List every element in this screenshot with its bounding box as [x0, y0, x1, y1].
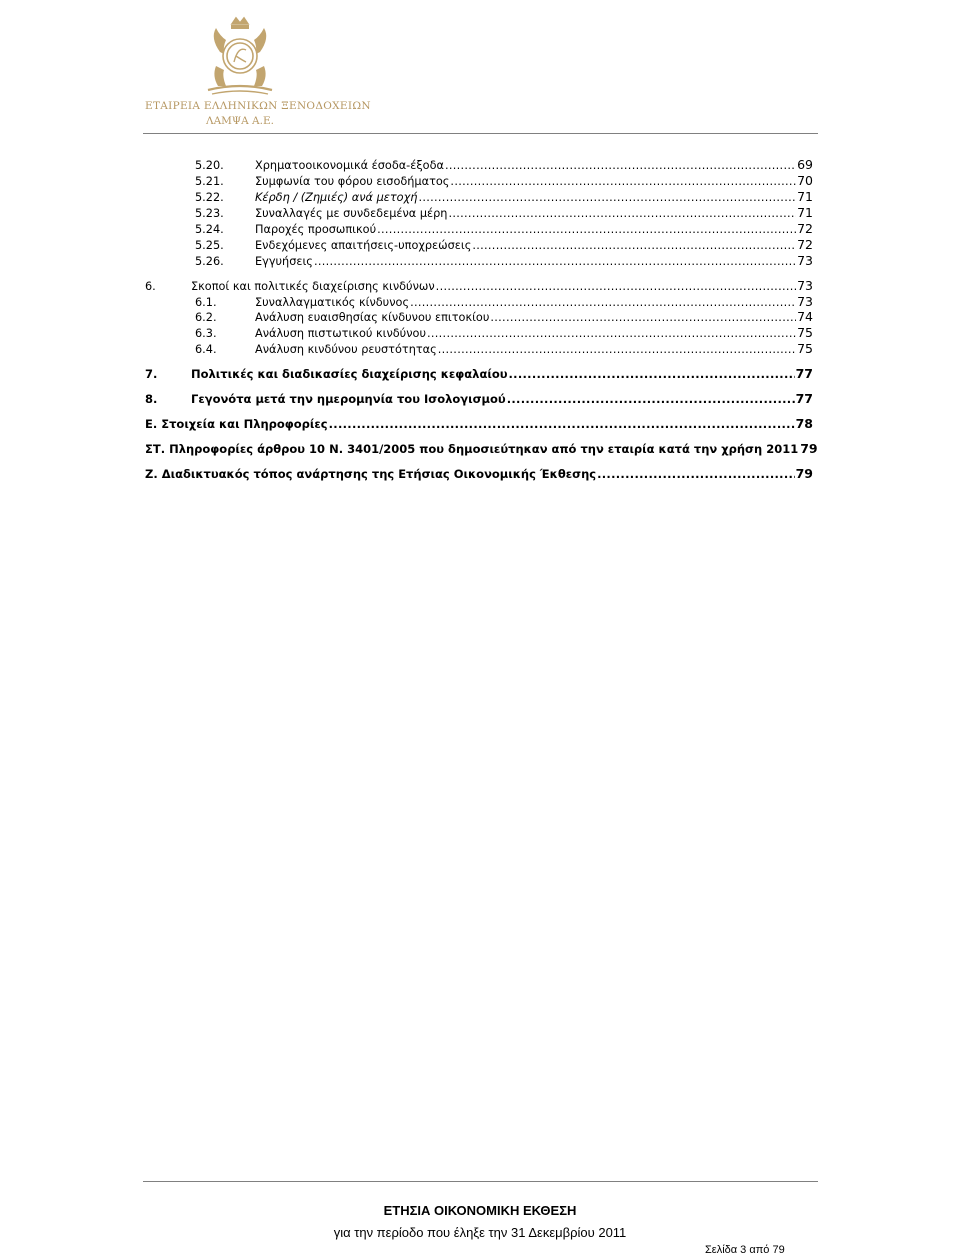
toc-dot-leader: [597, 467, 795, 481]
toc-entry[interactable]: [145, 466, 813, 481]
footer-period: για την περίοδο που έληξε την 31 Δεκεμβρίου 2011: [333, 1225, 627, 1240]
toc-entry-page: 78: [795, 416, 813, 431]
toc-entry[interactable]: [195, 157, 813, 172]
toc-entry[interactable]: [195, 189, 813, 204]
toc-entry[interactable]: [195, 294, 813, 309]
toc-entry[interactable]: [195, 253, 813, 268]
toc-entry-page: 75: [797, 341, 813, 356]
company-subtitle: ΛΑΜΨΑ Α.Ε.: [206, 115, 274, 127]
toc-dot-leader: [448, 207, 796, 220]
toc-entry[interactable]: [195, 221, 813, 236]
toc-dot-leader: [438, 343, 796, 356]
toc-entry-number: 5.21.: [195, 175, 224, 188]
toc-entry[interactable]: [145, 416, 813, 431]
toc-entry-number: 8.: [145, 392, 158, 406]
toc-entry-number: 6.4.: [195, 343, 217, 356]
toc-dot-leader: [490, 311, 796, 324]
toc-entry[interactable]: [195, 173, 813, 188]
toc-entry-title: Ανάλυση πιστωτικού κινδύνου: [255, 327, 426, 340]
toc-dot-leader: [427, 327, 796, 340]
toc-entry-page: 77: [795, 391, 813, 406]
toc-dot-leader: [410, 296, 796, 309]
toc-entry-number: 5.25.: [195, 239, 224, 252]
toc-dot-leader: [377, 223, 796, 236]
toc-entry-page: 71: [797, 205, 813, 220]
toc-dot-leader: [450, 175, 796, 188]
toc-entry-number: 5.22.: [195, 191, 224, 204]
toc-entry-page: 72: [797, 221, 813, 236]
page-number: Σελίδα 3 από 79: [705, 1244, 785, 1256]
toc-entry-page: 73: [797, 253, 813, 268]
toc-entry-title: Ενδεχόμενες απαιτήσεις-υποχρεώσεις: [255, 239, 472, 252]
toc-entry-title: Ανάλυση ευαισθησίας κίνδυνου επιτοκίου: [255, 311, 490, 324]
toc-entry-number: 6.3.: [195, 327, 217, 340]
toc-entry-title: Ανάλυση κινδύνου ρευστότητας: [255, 343, 437, 356]
toc-entry-title: Πολιτικές και διαδικασίες διαχείρισης κεφαλαίου: [191, 367, 508, 381]
toc-entry[interactable]: [195, 205, 813, 220]
toc-dot-leader: [436, 280, 796, 293]
toc-entry-page: 70: [797, 173, 813, 188]
toc-entry[interactable]: [145, 366, 813, 381]
toc-dot-leader: [418, 191, 796, 204]
company-name: ΕΤΑΙΡΕΙΑ ΕΛΛΗΝΙΚΩΝ ΞΕΝΟΔΟΧΕΙΩΝ: [145, 100, 371, 112]
toc-entry-title: Χρηματοοικονομικά έσοδα-έξοδα: [255, 159, 444, 172]
toc-entry-number: 5.20.: [195, 159, 224, 172]
toc-entry-title: Σκοποί και πολιτικές διαχείρισης κινδύνων: [191, 280, 435, 293]
toc-entry[interactable]: [195, 341, 813, 356]
toc-entry-title: Ζ. Διαδικτυακός τόπος ανάρτησης της Ετήσιας Οικονομικής Έκθεσης: [145, 467, 597, 481]
toc-entry-page: 79: [800, 441, 818, 456]
toc-entry-number: 7.: [145, 367, 158, 381]
toc-entry-page: 69: [797, 157, 813, 172]
footer-rule: [143, 1181, 818, 1182]
toc-entry[interactable]: [195, 325, 813, 340]
toc-entry-page: 73: [797, 294, 813, 309]
toc-entry-title: Κέρδη / (Ζημιές) ανά μετοχή: [255, 191, 418, 204]
toc-entry-title: Ε. Στοιχεία και Πληροφορίες: [145, 417, 328, 431]
header-rule: [143, 133, 818, 134]
toc-dot-leader: [329, 417, 795, 431]
toc-entry-page: 75: [797, 325, 813, 340]
toc-entry-number: 6.: [145, 280, 156, 293]
toc-entry[interactable]: [145, 441, 818, 456]
toc-entry-title: Συμφωνία του φόρου εισοδήματος: [255, 175, 450, 188]
toc-entry-page: 74: [797, 309, 813, 324]
toc-dot-leader: [445, 159, 796, 172]
toc-entry-number: 5.26.: [195, 255, 224, 268]
crest-icon: [190, 16, 290, 98]
toc-dot-leader: [314, 255, 796, 268]
toc-entry-page: 72: [797, 237, 813, 252]
toc-entry-title: Εγγυήσεις: [255, 255, 313, 268]
toc-entry-title: Συναλλαγές με συνδεδεμένα μέρη: [255, 207, 448, 220]
toc-entry-title: Συναλλαγματικός κίνδυνος: [255, 296, 410, 309]
toc-entry-page: 71: [797, 189, 813, 204]
toc-entry-page: 73: [797, 278, 813, 293]
toc-entry-number: 5.23.: [195, 207, 224, 220]
toc-entry[interactable]: [145, 278, 813, 293]
toc-entry[interactable]: [145, 391, 813, 406]
company-logo: [145, 16, 371, 128]
toc-entry-number: 6.1.: [195, 296, 217, 309]
toc-entry-title: ΣΤ. Πληροφορίες άρθρου 10 Ν. 3401/2005 που δημοσιεύτηκαν από την εταιρία κατά την χρήση 2011: [145, 442, 799, 456]
footer-report-title: ΕΤΗΣΙΑ ΟΙΚΟΝΟΜΙΚΗ ΕΚΘΕΣΗ: [383, 1203, 577, 1218]
toc-entry[interactable]: [195, 309, 813, 324]
toc-entry-page: 79: [795, 466, 813, 481]
toc-dot-leader: [509, 367, 795, 381]
toc-entry-title: Παροχές προσωπικού: [255, 223, 377, 236]
toc-dot-leader: [507, 392, 795, 406]
toc-entry-page: 77: [795, 366, 813, 381]
toc-dot-leader: [472, 239, 796, 252]
toc-entry-number: 6.2.: [195, 311, 217, 324]
toc-entry[interactable]: [195, 237, 813, 252]
toc-entry-number: 5.24.: [195, 223, 224, 236]
toc-entry-title: Γεγονότα μετά την ημερομηνία του Ισολογισμού: [191, 392, 506, 406]
